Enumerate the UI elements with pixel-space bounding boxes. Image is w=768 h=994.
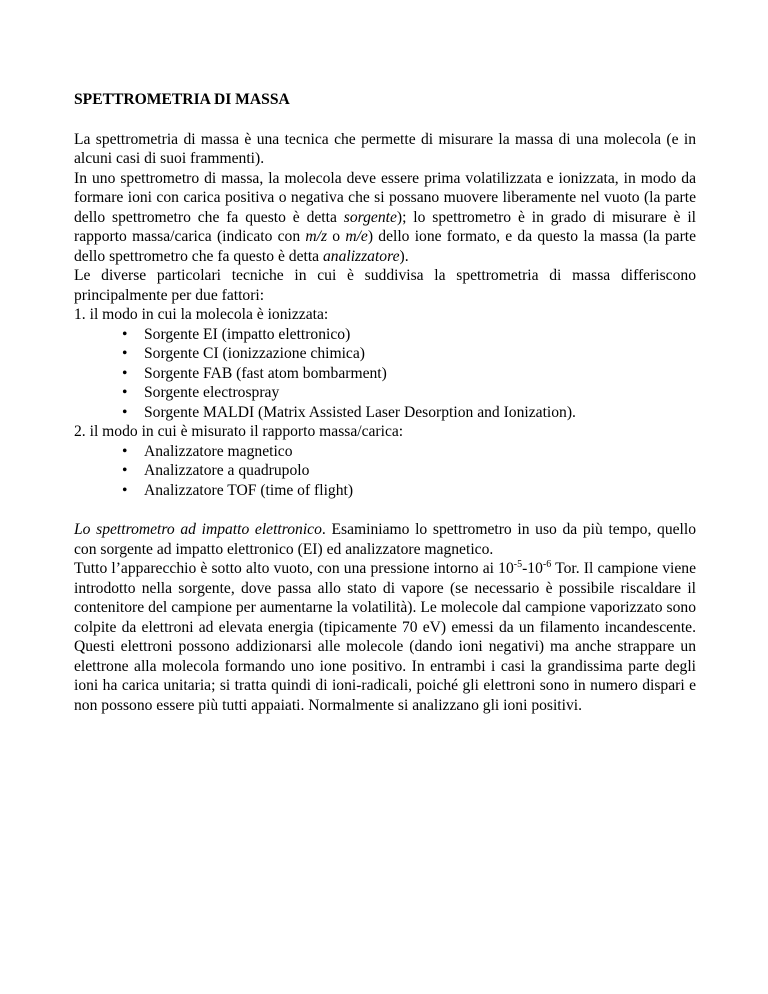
bullet-icon: • <box>122 442 128 460</box>
bullet-icon: • <box>122 403 128 421</box>
intro-p2-text-2: ); lo spettrometro è in grado di misurare è il rapporto massa/carica (indicato con <box>74 208 696 245</box>
list-item: • Sorgente electrospray <box>122 384 280 401</box>
factor-analysis <box>74 422 696 500</box>
factors-list <box>74 305 696 500</box>
bullet-icon: • <box>122 384 128 401</box>
bullet-icon: • <box>122 345 128 362</box>
section2-text-2c: Tor. Il campione viene introdotto nella sorgente, dove passa allo stato di vapore (se necessario è possibile riscaldare il contenitore del campione per aumentarne la volatilità). Le molecole dal campione vaporizzato sono colpite da elettroni ad elevata energia (tipicamente 70 eV) emessi da un filamento incandescente. Questi elettroni possono addizionarsi alle molecole (dando ioni negativi) ma anche strappare un elettrone alla molecola formando uno ione positivo. In entrambi i casi la grandissima parte degli ioni ha carica unitaria; si tratta quindi di ioni-radicali, poiché gli elettroni sono in numero dispari e non possono essere più tutti appaiati. Normalmente si analizzano gli ioni positivi. <box>74 560 696 714</box>
section2-paragraph-2 <box>74 559 696 715</box>
section2-paragraph-1 <box>74 520 696 559</box>
section2-text-1: . Esaminiamo lo spettrometro in uso da più tempo, quello con sorgente ad impatto elettronico (EI) ed analizzatore magnetico. <box>74 521 696 558</box>
factor-number: 1. <box>74 306 86 323</box>
section2-text-2b: -10 <box>522 560 543 577</box>
exponent-1: -5 <box>513 559 523 570</box>
document-page <box>74 90 696 715</box>
factor-ionization <box>74 305 696 422</box>
intro-paragraph-1: La spettrometria di massa è una tecnica che permette di misurare la massa di una molecola (e in alcuni casi di suoi frammenti). <box>74 130 696 167</box>
section2-heading: Lo spettrometro ad impatto elettronico <box>74 521 322 538</box>
factor-number: 2. <box>74 423 86 440</box>
exponent-2: -6 <box>542 559 552 570</box>
factor-label: il modo in cui è misurato il rapporto massa/carica: <box>89 423 404 440</box>
list-item: • Sorgente CI (ionizzazione chimica) <box>122 345 365 362</box>
document-title: SPETTROMETRIA DI MASSA <box>74 91 290 108</box>
bullet-icon: • <box>122 481 128 499</box>
list-item: • Analizzatore a quadrupolo <box>122 462 310 479</box>
list-item: • Sorgente EI (impatto elettronico) <box>122 325 351 343</box>
bullet-icon: • <box>122 325 128 343</box>
term-m-z: m/z <box>305 228 328 245</box>
section2-text-2a: Tutto l’apparecchio è sotto alto vuoto, con una pressione intorno ai 10 <box>74 560 514 577</box>
intro-p2-text-4: ) dello ione formato, e da questo la massa (la parte dello spettrometro che fa questo è detta <box>74 228 697 265</box>
factor-label: il modo in cui la molecola è ionizzata: <box>89 306 329 323</box>
analyzers-list <box>91 442 696 501</box>
term-sorgente: sorgente <box>343 208 397 226</box>
list-item: • Sorgente FAB (fast atom bombarment) <box>122 364 387 382</box>
term-m-e: m/e <box>345 228 368 245</box>
intro-p2-text-1: In uno spettrometro di massa, la molecola deve essere prima volatilizzata e ionizzata, in modo da formare ioni con carica positiva o negativa che si possano muovere liberamente nel vuoto (la parte dello spettrometro che fa questo è detta <box>74 169 696 226</box>
bullet-icon: • <box>122 364 128 382</box>
bullet-icon: • <box>122 462 128 479</box>
list-item: • Sorgente MALDI (Matrix Assisted Laser Desorption and Ionization). <box>122 403 576 421</box>
list-item: • Analizzatore TOF (time of flight) <box>122 481 354 499</box>
list-item: • Analizzatore magnetico <box>122 442 293 460</box>
paragraph-gap <box>74 500 696 520</box>
intro-p2-text-3: o <box>327 228 346 245</box>
intro-paragraph-3: Le diverse particolari tecniche in cui è suddivisa la spettrometria di massa differiscono principalmente per due fattori: <box>74 267 696 304</box>
intro-paragraph-2 <box>74 169 696 267</box>
intro-p2-text-5: ). <box>399 247 409 265</box>
ionization-sources-list <box>91 325 696 423</box>
term-analizzatore: analizzatore <box>322 247 400 265</box>
